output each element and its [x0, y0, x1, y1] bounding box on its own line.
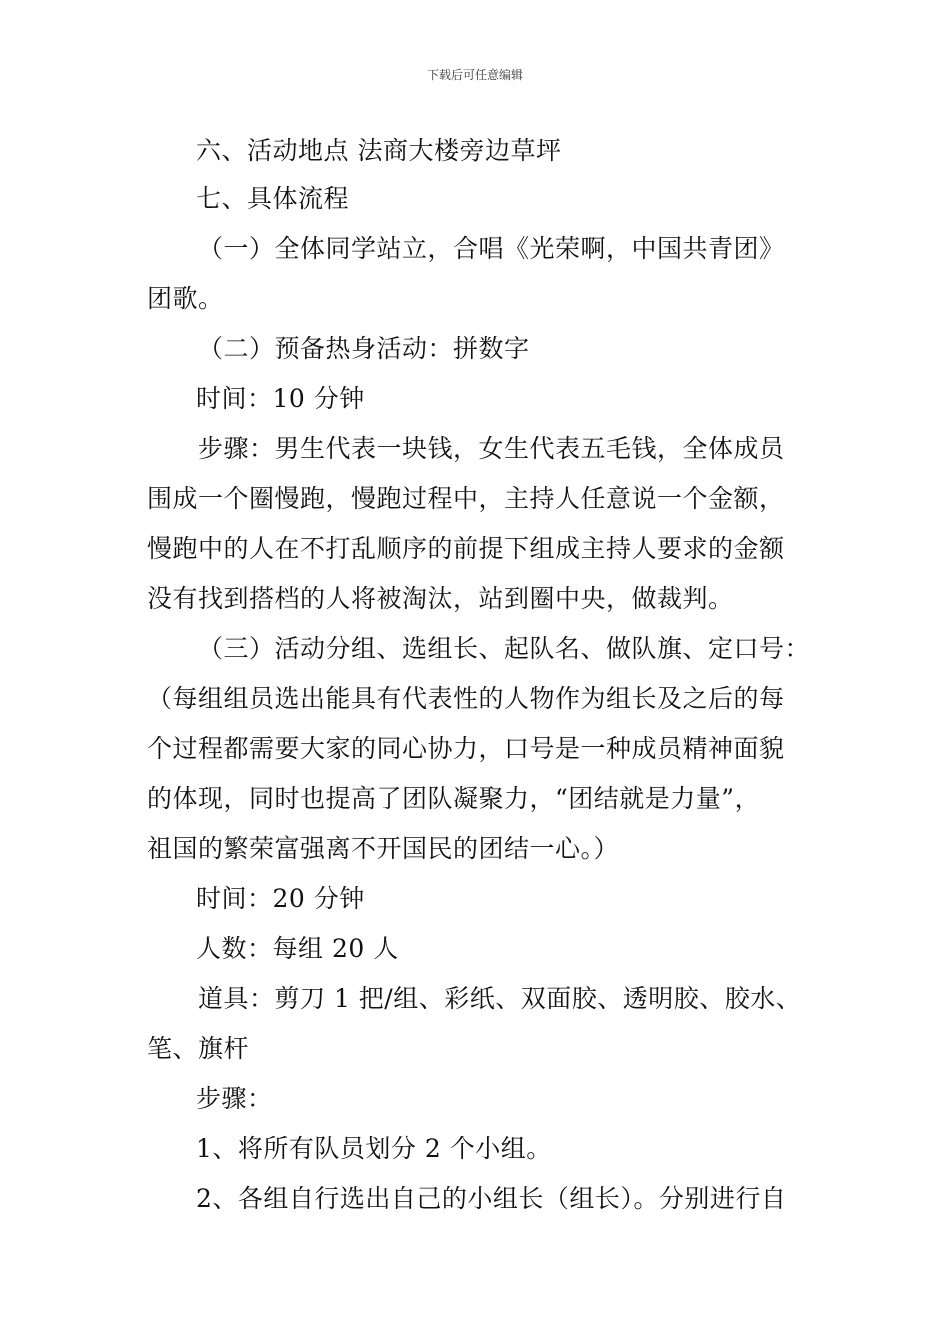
paragraph-line: （二）预备热身活动：拼数字	[198, 334, 530, 363]
paragraph-line: 慢跑中的人在不打乱顺序的前提下组成主持人要求的金额	[147, 534, 785, 563]
paragraph-line: 1、将所有队员划分 2 个小组。	[196, 1134, 552, 1163]
section-process: 七、具体流程	[196, 184, 350, 213]
paragraph-line: 的体现，同时也提高了团队凝聚力，“团结就是力量”，	[147, 784, 761, 813]
paragraph-line: 围成一个圈慢跑，慢跑过程中，主持人任意说一个金额，	[147, 484, 785, 513]
paragraph-line: （一）全体同学站立，合唱《光荣啊，中国共青团》	[198, 234, 785, 263]
paragraph-line: 个过程都需要大家的同心协力，口号是一种成员精神面貌	[147, 734, 785, 763]
paragraph-line: 祖国的繁荣富强离不开国民的团结一心。）	[147, 834, 620, 863]
paragraph-line: 步骤：男生代表一块钱，女生代表五毛钱，全体成员	[198, 434, 785, 463]
paragraph-line: 团歌。	[147, 284, 224, 313]
paragraph-line: 时间：20 分钟	[196, 884, 365, 913]
page-header: 下载后可任意编辑	[426, 68, 523, 82]
paragraph-line: 步骤：	[196, 1084, 273, 1113]
paragraph-line: 人数：每组 20 人	[196, 934, 399, 963]
paragraph-line: 道具：剪刀 1 把/组、彩纸、双面胶、透明胶、胶水、	[198, 984, 802, 1013]
paragraph-line: （三）活动分组、选组长、起队名、做队旗、定口号：	[198, 634, 811, 663]
paragraph-line: 笔、旗杆	[147, 1034, 250, 1063]
paragraph-line: 2、各组自行选出自己的小组长（组长）。分别进行自	[196, 1184, 787, 1213]
paragraph-line: 时间：10 分钟	[196, 384, 365, 413]
paragraph-line: 没有找到搭档的人将被淘汰，站到圈中央，做裁判。	[147, 584, 734, 613]
section-location: 六、活动地点 法商大楼旁边草坪	[196, 136, 562, 165]
paragraph-line: （每组组员选出能具有代表性的人物作为组长及之后的每	[147, 684, 785, 713]
